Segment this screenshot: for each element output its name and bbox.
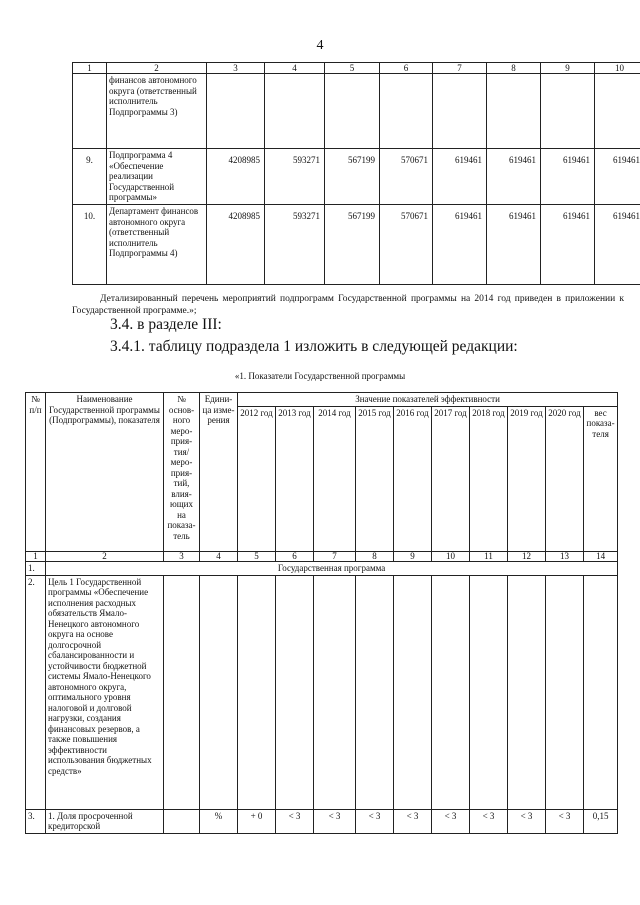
activity-cell bbox=[164, 809, 200, 833]
cell-value bbox=[325, 74, 380, 149]
cell-value: < 3 bbox=[508, 809, 546, 833]
cell-value: < 3 bbox=[314, 809, 356, 833]
table-header-row bbox=[26, 393, 618, 407]
cell-value: 619461 bbox=[487, 149, 541, 205]
column-number: 3 bbox=[164, 551, 200, 561]
cell-value bbox=[265, 74, 325, 149]
column-number: 13 bbox=[546, 551, 584, 561]
cell-value: 0,15 bbox=[584, 809, 618, 833]
indicators-table bbox=[25, 392, 618, 834]
row-name: Департамент финансов автономного округа (ответственный исполнитель Подпрограммы 4) bbox=[107, 205, 207, 285]
header-year: 2014 год bbox=[314, 406, 356, 551]
subsection-heading: 3.4.1. таблицу подраздела 1 изложить в следующей редакции: bbox=[110, 338, 518, 355]
column-number: 10 bbox=[595, 63, 640, 74]
header-year: 2016 год bbox=[394, 406, 432, 551]
cell-value bbox=[487, 74, 541, 149]
column-number: 7 bbox=[314, 551, 356, 561]
row-number: 10. bbox=[73, 205, 107, 285]
goal-text: Цель 1 Государственной программы «Обеспечение исполнения расходных обязательств Ямало-Ненецкого автономного округа на основе долгосрочной сбалансированности и устойчивости бюджетной системы Ямало-Ненецкого автономного округа, оптимального уровня налоговой и долговой нагрузки, создания финансовых резервов, а также повышения эффективности использования бюджетных средств» bbox=[46, 575, 164, 809]
indicator-name: 1. Доля просроченной кредиторской bbox=[46, 809, 164, 833]
table-row bbox=[73, 74, 640, 149]
cell-value: 593271 bbox=[265, 205, 325, 285]
header-year: 2013 год bbox=[276, 406, 314, 551]
cell-value: < 3 bbox=[546, 809, 584, 833]
cell-value: 619461 bbox=[433, 149, 487, 205]
cell-value: 619461 bbox=[487, 205, 541, 285]
table-row bbox=[73, 205, 640, 285]
column-number: 10 bbox=[432, 551, 470, 561]
cell-value: 619461 bbox=[541, 205, 595, 285]
header-activity: № основ-ного меро-прия-тия/ меро-прия-тий, влия-ющих на показа-тель bbox=[164, 393, 200, 552]
cell-value: 4208985 bbox=[207, 205, 265, 285]
cell-value: < 3 bbox=[356, 809, 394, 833]
table-header-row bbox=[73, 63, 640, 74]
column-number: 1 bbox=[73, 63, 107, 74]
section-heading: 3.4. в разделе III: bbox=[110, 316, 222, 333]
cell-value: 593271 bbox=[265, 149, 325, 205]
header-year: 2012 год bbox=[238, 406, 276, 551]
column-number: 12 bbox=[508, 551, 546, 561]
column-number: 6 bbox=[380, 63, 433, 74]
cell-value: 619461 bbox=[595, 205, 640, 285]
table-index-row bbox=[26, 551, 618, 561]
page-number: 4 bbox=[316, 38, 324, 53]
cell-value: 619461 bbox=[595, 149, 640, 205]
header-group: Значение показателей эффективности bbox=[238, 393, 618, 407]
column-number: 4 bbox=[200, 551, 238, 561]
cell-value: 619461 bbox=[433, 205, 487, 285]
body-paragraph: Детализированный перечень мероприятий подпрограмм Государственной программы на 2014 год приведен в приложении к Государственной программе.»; bbox=[72, 294, 624, 316]
column-number: 14 bbox=[584, 551, 618, 561]
unit-cell: % bbox=[200, 809, 238, 833]
header-year: 2017 год bbox=[432, 406, 470, 551]
table-caption: «1. Показатели Государственной программы bbox=[234, 371, 406, 381]
row-name: финансов автономного округа (ответственный исполнитель Подпрограммы 3) bbox=[107, 74, 207, 149]
column-number: 2 bbox=[107, 63, 207, 74]
column-number: 11 bbox=[470, 551, 508, 561]
column-number: 5 bbox=[325, 63, 380, 74]
column-number: 2 bbox=[46, 551, 164, 561]
column-number: 1 bbox=[26, 551, 46, 561]
row-number bbox=[73, 74, 107, 149]
cell-value: < 3 bbox=[394, 809, 432, 833]
header-year: 2020 год bbox=[546, 406, 584, 551]
cell-value: < 3 bbox=[276, 809, 314, 833]
cell-value: 4208985 bbox=[207, 149, 265, 205]
table-row bbox=[26, 575, 618, 809]
row-number: 1. bbox=[26, 561, 46, 575]
header-year: 2018 год bbox=[470, 406, 508, 551]
header-weight: вес показа-теля bbox=[584, 406, 618, 551]
column-number: 3 bbox=[207, 63, 265, 74]
header-year: 2019 год bbox=[508, 406, 546, 551]
header-year: 2015 год bbox=[356, 406, 394, 551]
row-number: 3. bbox=[26, 809, 46, 833]
program-title: Государственная программа bbox=[46, 561, 618, 575]
column-number: 8 bbox=[356, 551, 394, 561]
cell-value: 570671 bbox=[380, 205, 433, 285]
column-number: 8 bbox=[487, 63, 541, 74]
table-row bbox=[73, 149, 640, 205]
cell-value: < 3 bbox=[432, 809, 470, 833]
cell-value bbox=[207, 74, 265, 149]
cell-value: 619461 bbox=[541, 149, 595, 205]
column-number: 7 bbox=[433, 63, 487, 74]
header-name: Наименование Государственной программы (Подпрограммы), показателя bbox=[46, 393, 164, 552]
cell-value bbox=[595, 74, 640, 149]
column-number: 6 bbox=[276, 551, 314, 561]
cell-value: + 0 bbox=[238, 809, 276, 833]
cell-value: < 3 bbox=[470, 809, 508, 833]
cell-value bbox=[541, 74, 595, 149]
funding-table bbox=[72, 62, 640, 285]
cell-value bbox=[433, 74, 487, 149]
column-number: 5 bbox=[238, 551, 276, 561]
cell-value: 567199 bbox=[325, 149, 380, 205]
row-name: Подпрограмма 4 «Обеспечение реализации Государственной программы» bbox=[107, 149, 207, 205]
row-number: 2. bbox=[26, 575, 46, 809]
cell-value: 570671 bbox=[380, 149, 433, 205]
column-number: 9 bbox=[541, 63, 595, 74]
table-row bbox=[26, 561, 618, 575]
table-row bbox=[26, 809, 618, 833]
column-number: 4 bbox=[265, 63, 325, 74]
header-unit: Едини-ца изме-рения bbox=[200, 393, 238, 552]
cell-value: 567199 bbox=[325, 205, 380, 285]
column-number: 9 bbox=[394, 551, 432, 561]
header-no: № п/п bbox=[26, 393, 46, 552]
cell-value bbox=[380, 74, 433, 149]
row-number: 9. bbox=[73, 149, 107, 205]
